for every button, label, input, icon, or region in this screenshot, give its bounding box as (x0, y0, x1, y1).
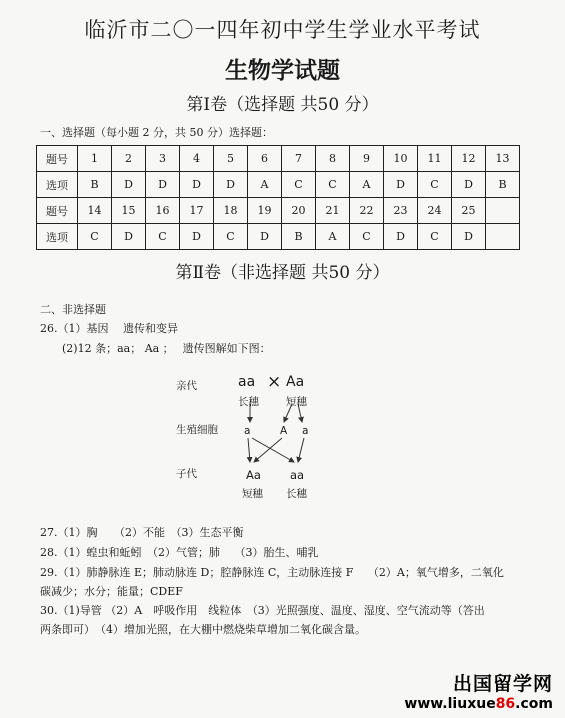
answer-27: 27.（1）胸 （2）不能 （3）生态平衡 (40, 526, 244, 539)
question-number-cell: 1 (78, 146, 112, 172)
question-number-cell: 10 (384, 146, 418, 172)
question-number-cell: 12 (452, 146, 486, 172)
answer-table (36, 145, 520, 250)
table-row (37, 146, 520, 172)
answer-option-cell: D (384, 224, 418, 250)
row-label: 题号 (37, 146, 78, 172)
part2-title: 第Ⅱ卷（非选择题 共50 分） (175, 263, 390, 283)
section1-heading: 一、选择题（每小题 2 分，共 50 分）选择题： (40, 126, 273, 139)
row-label: 选项 (37, 224, 78, 250)
part1-title: 第Ⅰ卷（选择题 共50 分） (186, 95, 379, 115)
gamete-2: A (280, 425, 288, 437)
offspring-2-genotype: aa (290, 468, 305, 482)
answer-30-line2: 两条即可） （4）增加光照，在大棚中燃烧柴草增加二氧化碳含量。 (40, 623, 366, 636)
answer-option-cell: C (146, 224, 180, 250)
watermark-footer (404, 669, 553, 712)
answer-26-part2: (2)12 条；aa； Aa ； 遗传图解如下图： (62, 342, 271, 355)
answer-option-cell: D (384, 172, 418, 198)
answer-option-cell: D (112, 172, 146, 198)
question-number-cell: 17 (180, 198, 214, 224)
site-url (404, 696, 553, 712)
answer-option-cell: C (282, 172, 316, 198)
parent1-genotype: aa (238, 374, 256, 390)
answer-29-line1: 29.（1）肺静脉连 E；肺动脉连 D；腔静脉连 C，主动脉连接 F （2）A；氧气增多，二氧化 (40, 566, 504, 579)
offspring-2-trait: 长穗 (286, 488, 307, 500)
exam-title: 临沂市二〇一四年初中学生学业水平考试 (84, 18, 481, 42)
answer-option-cell: B (78, 172, 112, 198)
section2-heading: 二、非选择题 (40, 303, 106, 316)
question-number-cell: 6 (248, 146, 282, 172)
answer-option-cell: D (112, 224, 146, 250)
gamete-3: a (302, 425, 309, 437)
question-number-cell: 5 (214, 146, 248, 172)
answer-28: 28.（1）蝗虫和蚯蚓 （2）气管；肺 （3）胎生、哺乳 (40, 546, 319, 559)
answer-option-cell: B (486, 172, 520, 198)
parents-label: 亲代 (176, 380, 197, 392)
answer-26-part1: 26.（1）基因 遗传和变异 (40, 322, 178, 335)
gamete-label: 生殖细胞 (176, 424, 218, 436)
url-number: 86 (495, 696, 516, 712)
arrow-line (298, 438, 304, 462)
table-row (37, 224, 520, 250)
question-number-cell: 13 (486, 146, 520, 172)
question-number-cell: 14 (78, 198, 112, 224)
parent2-trait: 短穗 (286, 396, 307, 408)
row-label: 选项 (37, 172, 78, 198)
gamete-1: a (244, 425, 251, 437)
answer-option-cell: A (350, 172, 384, 198)
answer-option-cell: C (418, 224, 452, 250)
url-suffix: .com (515, 696, 553, 712)
table-row (37, 198, 520, 224)
url-prefix: www.liuxue (404, 696, 496, 712)
parent2-genotype: Aa (286, 374, 305, 390)
question-number-cell: 20 (282, 198, 316, 224)
question-number-cell: 2 (112, 146, 146, 172)
question-number-cell: 18 (214, 198, 248, 224)
answer-option-cell: D (452, 224, 486, 250)
answer-option-cell (486, 224, 520, 250)
answer-option-cell: A (248, 172, 282, 198)
question-number-cell: 11 (418, 146, 452, 172)
question-number-cell (486, 198, 520, 224)
question-number-cell: 21 (316, 198, 350, 224)
answer-option-cell: A (316, 224, 350, 250)
question-number-cell: 9 (350, 146, 384, 172)
row-label: 题号 (37, 198, 78, 224)
parent1-trait: 长穗 (238, 396, 259, 408)
table-row (37, 172, 520, 198)
question-number-cell: 22 (350, 198, 384, 224)
answer-option-cell: C (316, 172, 350, 198)
question-number-cell: 15 (112, 198, 146, 224)
inheritance-diagram (176, 370, 346, 510)
cross-symbol: × (267, 372, 282, 392)
offspring-label: 子代 (176, 468, 197, 480)
answer-option-cell: B (282, 224, 316, 250)
answer-option-cell: D (248, 224, 282, 250)
question-number-cell: 16 (146, 198, 180, 224)
question-number-cell: 4 (180, 146, 214, 172)
answer-option-cell: D (452, 172, 486, 198)
offspring-1-trait: 短穗 (242, 488, 263, 500)
answer-option-cell: C (350, 224, 384, 250)
question-number-cell: 25 (452, 198, 486, 224)
site-name: 出国留学网 (452, 673, 553, 695)
question-number-cell: 3 (146, 146, 180, 172)
answer-29-line2: 碳减少；水分；能量；CDEF (40, 585, 183, 598)
offspring-1-genotype: Aa (246, 468, 261, 482)
question-number-cell: 7 (282, 146, 316, 172)
answer-option-cell: D (180, 172, 214, 198)
answer-option-cell: D (146, 172, 180, 198)
question-number-cell: 24 (418, 198, 452, 224)
answer-option-cell: C (214, 224, 248, 250)
answer-30-line1: 30.（1)导管 （2）A 呼吸作用 线粒体 （3）光照强度、温度、湿度、空气流动等（答出 (40, 604, 485, 617)
subject-title: 生物学试题 (225, 57, 340, 84)
answer-option-cell: D (214, 172, 248, 198)
arrow-line (248, 438, 250, 462)
answer-option-cell: D (180, 224, 214, 250)
question-number-cell: 23 (384, 198, 418, 224)
question-number-cell: 8 (316, 146, 350, 172)
answer-option-cell: C (418, 172, 452, 198)
question-number-cell: 19 (248, 198, 282, 224)
answer-option-cell: C (78, 224, 112, 250)
